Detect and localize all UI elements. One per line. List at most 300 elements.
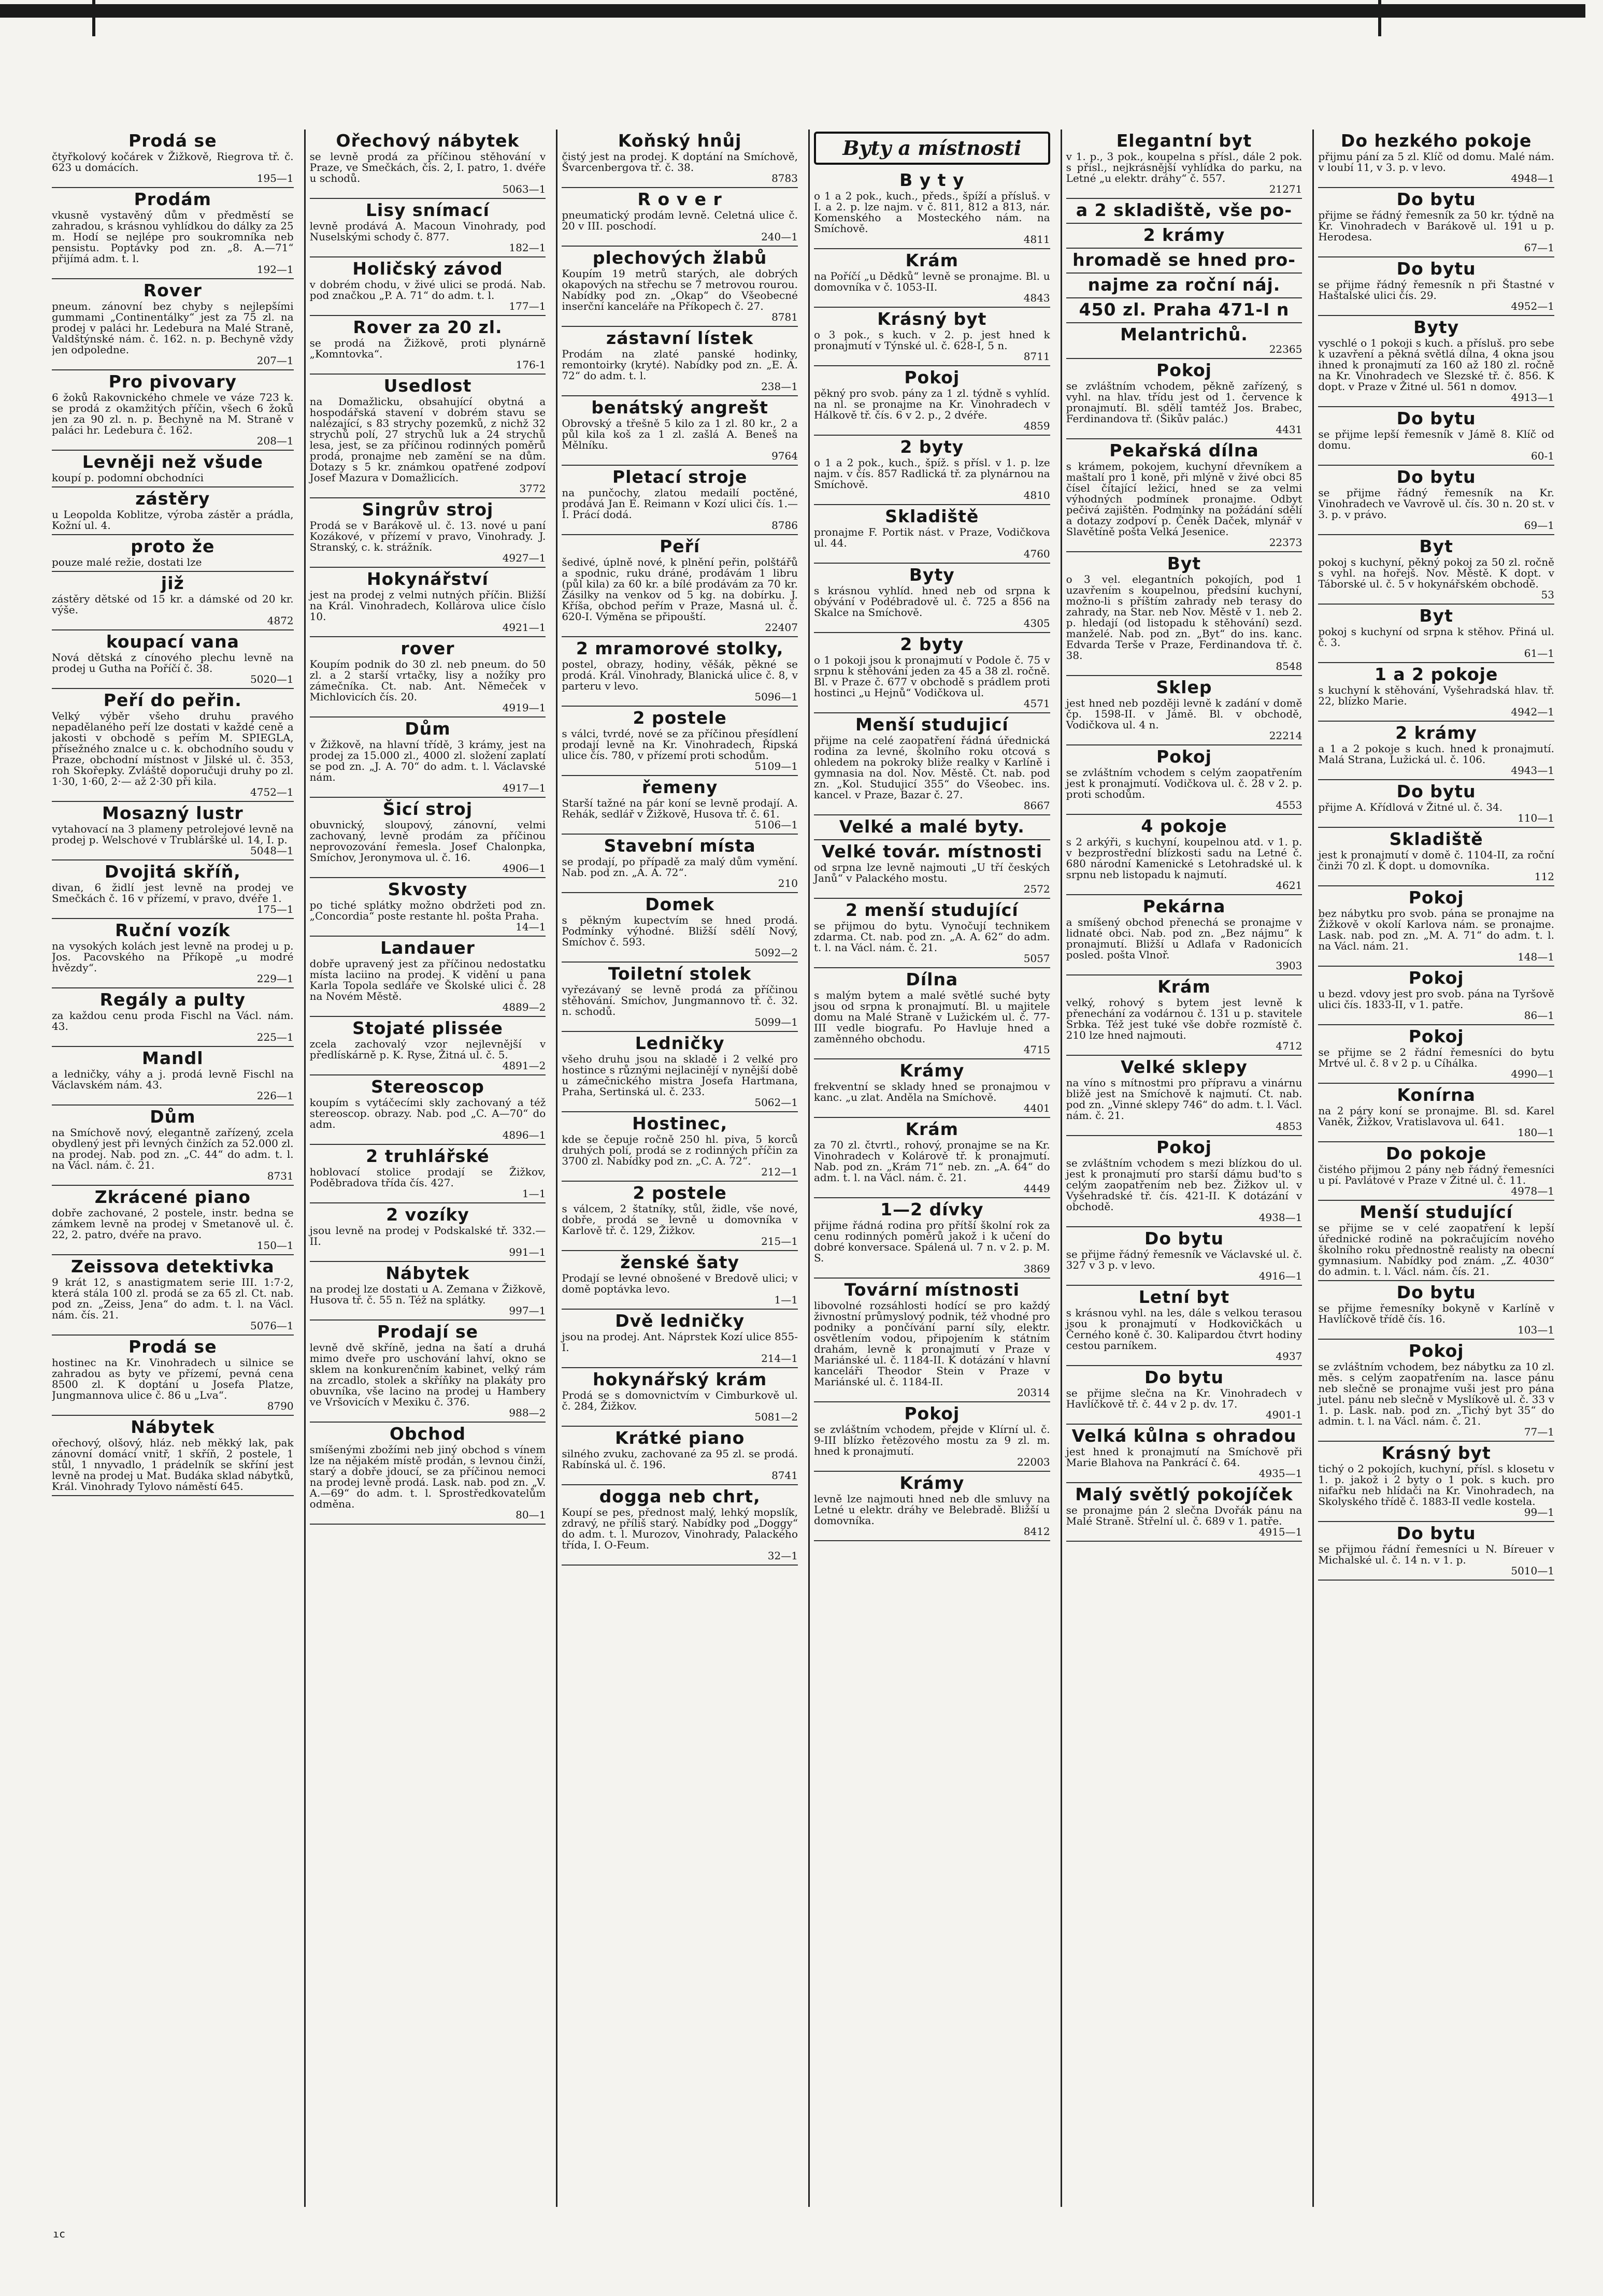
ad-body: pokoj s kuchyní, pěkný pokoj za 50 zl. ročně s vyhl. na hořejš. Nov. Městě. K dopt. v Táborské ul. č. 5 v hokynářském obchodě. <box>1318 556 1554 590</box>
classified-ad <box>1066 323 1303 359</box>
ad-title: Tovární místnosti <box>844 1280 1020 1300</box>
ad-code: 4859 <box>1023 420 1050 432</box>
ad-title: Sklep <box>1156 677 1212 697</box>
ad-title: Pokoj <box>1408 968 1464 988</box>
classified-ad <box>1066 1227 1303 1286</box>
ad-title: Do bytu <box>1396 781 1476 801</box>
classified-ad <box>814 1118 1050 1198</box>
ad-code: 60-1 <box>1531 450 1554 462</box>
ad-title: již <box>161 573 184 593</box>
ad-title: Krásný byt <box>877 309 987 329</box>
classified-ad <box>562 1251 798 1310</box>
ad-body: smíšenými zbožími neb jiný obchod s vínem lze na nějakém místě prodán, s levnou činží, starý a dobře jdoucí, se za příčinou nemoci na prodej levně prodá. Lask. nab. pod zn. „V. A.—69“ do adm. t. l. Sprostředkovatelům odměna. <box>309 1443 546 1510</box>
classified-ad <box>52 1186 294 1255</box>
ad-body: se přijme řádný řemesník ve Václavské ul. č. 327 v 3 p. v levo. <box>1066 1248 1303 1271</box>
classified-ad <box>310 375 546 498</box>
ad-code: 226—1 <box>256 1089 294 1102</box>
ad-column <box>304 130 546 2207</box>
classified-ad <box>1318 1025 1554 1084</box>
ad-title: Pokoj <box>1408 1026 1464 1046</box>
ad-body: na Poříčí „u Dědků“ levně se pronajme. Bl. u domovníka v č. 1053-II. <box>813 270 1050 293</box>
ad-code: 176-1 <box>516 358 546 371</box>
classified-ad <box>1318 466 1554 535</box>
ad-body: zástěry dětské od 15 kr. a dámské od 20 kr. výše. <box>52 593 294 616</box>
ad-title: 2 krámy <box>1395 723 1478 743</box>
ad-body: pouze malé režie, dostati lze <box>52 556 202 568</box>
classified-ad <box>1318 1442 1554 1522</box>
ad-code: 4843 <box>1023 292 1050 304</box>
ad-body: o 3 vel. elegantních pokojích, pod 1 uzavřením s koupelnou, předsíní kuchyní, možno-li s příštím zahrady neb terasy do zahrady, na Star. neb Nov. Městě v 1. neb 2. p. hledají (od listopadu k stěhování) sezd. manželé. Nab. pod zn. „Byt“ do ins. kanc. Edvarda Terše v Praze, Ferdinandova tř. č. 38. <box>1066 573 1303 662</box>
classified-ad <box>310 568 546 637</box>
classified-ad <box>310 498 546 568</box>
ad-title: Skladiště <box>885 506 979 526</box>
ad-body: s válcem, 2 štatníky, stůl, židle, vše nové, dobře, prodá se levně u domovníka v Karlově tř. č. 129, Žižkov. <box>562 1202 798 1237</box>
ad-title: řemeny <box>641 777 718 797</box>
ad-title: Pokoj <box>904 367 960 388</box>
ad-title: Holičský závod <box>352 259 503 279</box>
ad-code: 1—1 <box>522 1187 546 1200</box>
ad-title: proto že <box>131 536 215 556</box>
classified-ad <box>310 1017 546 1075</box>
ad-code: 238—1 <box>761 380 798 393</box>
ad-code: 180—1 <box>1518 1126 1554 1139</box>
ad-code: 32—1 <box>767 1549 798 1562</box>
ad-title: Šicí stroj <box>382 799 473 819</box>
ad-code: 22365 <box>1269 343 1303 355</box>
classified-ad <box>562 963 798 1032</box>
ad-body: v dobrém chodu, v živé ulici se prodá. Nab. pod značkou „P. A. 71“ do adm. t. l. <box>309 278 546 302</box>
classified-ad <box>1318 535 1554 605</box>
ad-code: 4305 <box>1023 617 1050 629</box>
ad-body: koupím s vytáčecími skly zachovaný a též stereoscop. obrazy. Nab. pod „C. A—70“ do adm. <box>309 1096 546 1130</box>
classified-ad <box>814 249 1050 308</box>
classified-ad <box>562 247 798 327</box>
ad-title: Nábytek <box>385 1263 470 1283</box>
ad-title: Stojaté plissée <box>352 1018 503 1038</box>
ad-body: čtyřkolový kočárek v Žižkově, Riegrova tř. č. 623 u domácích. <box>52 150 294 174</box>
ad-code: 4906—1 <box>502 862 546 874</box>
ad-code: 4810 <box>1023 489 1050 501</box>
classified-ad <box>562 327 798 396</box>
ad-code: 5048—1 <box>250 844 294 857</box>
ad-code: 22407 <box>765 621 798 634</box>
ad-body: hoblovací stolice prodají se Žižkov, Poděbradova třída čís. 427. <box>309 1166 546 1189</box>
ad-body: jest k pronajmutí v domě č. 1104-II, za roční činži 70 zl. K dopt. u domovníka. <box>1318 849 1554 872</box>
ad-title: Zeissova detektivka <box>70 1256 275 1276</box>
top-tick <box>1378 0 1381 36</box>
ad-title: 2 truhlářské <box>366 1146 490 1166</box>
ad-body: s kuchyní k stěhování, Vyšehradská hlav. tř. 22, blízko Marie. <box>1318 684 1554 707</box>
ad-code: 5096—1 <box>754 691 798 703</box>
ad-code: 5092—2 <box>754 946 798 959</box>
ad-body: na vysokých kolách jest levně na prodej u p. Jos. Pacovského na Příkopě „u modré hvězdy“. <box>52 940 294 974</box>
classified-ad <box>310 878 546 937</box>
ad-code: 4891—2 <box>502 1059 546 1072</box>
classified-ad <box>562 893 798 963</box>
ad-code: 210 <box>778 877 798 889</box>
ad-code: 20314 <box>1017 1386 1050 1399</box>
classified-ad <box>814 564 1050 633</box>
classified-ad <box>1066 745 1303 815</box>
ad-title: Hokynářství <box>366 569 489 589</box>
ad-code: 150—1 <box>256 1239 294 1252</box>
ad-body: obuvnický, sloupový, zánovní, velmi zachovaný, levně prodám za příčinou neprovozování řemesla. Josef Chalonpka, Smíchov, Jeronymova ul. č. 16. <box>309 819 546 864</box>
ad-code: 4872 <box>267 614 294 627</box>
ad-title: hokynářský krám <box>593 1369 767 1389</box>
classified-ad <box>1318 316 1554 407</box>
ad-body: o 1 a 2 pok., kuch., předs., špíží a přísluš. v I. a 2. p. lze najm. v č. 811, 812 a 813, nár. Komenského a Mosteckého nám. na Smíchově. <box>813 190 1050 235</box>
ad-code: 5081—2 <box>754 1411 798 1423</box>
ad-code: 4919—1 <box>502 701 546 714</box>
ad-title: B y t y <box>899 170 965 190</box>
ad-title: 2 postele <box>633 708 727 728</box>
classified-ad <box>562 1310 798 1368</box>
ad-code: 991—1 <box>509 1246 546 1258</box>
ad-code: 4916—1 <box>1258 1270 1303 1282</box>
ad-code: 5020—1 <box>250 673 294 685</box>
classified-ad <box>310 1423 546 1525</box>
ad-body: v 1. p., 3 pok., koupelna s přísl., dále 2 pok. s přísl., nejkrásnější vyhlídka do parku, na Letné „u elektr. dráhy“ č. 557. <box>1066 150 1303 184</box>
ad-title: Toiletní stolek <box>608 964 752 984</box>
ad-title: koupací vana <box>106 632 239 652</box>
classified-ad <box>1318 886 1554 967</box>
ad-title: Pekárna <box>1142 896 1226 916</box>
classified-ad <box>814 633 1050 713</box>
ad-title: Menší studujicí <box>855 714 1009 735</box>
ad-body: v Žižkově, na hlavní třídě, 3 krámy, jest na prodej za 15.000 zl., 4000 zl. složení zaplatí se pod zn. „J. A. 70“ do adm. t. l. Václavské nám. <box>309 738 546 783</box>
ad-body: a ledničky, váhy a j. prodá levně Fischl na Václavském nám. 43. <box>52 1068 294 1091</box>
ad-title: rover <box>400 638 455 658</box>
ad-title: Krátké piano <box>615 1428 745 1448</box>
ad-code: 4990—1 <box>1511 1068 1554 1080</box>
ad-code: 99—1 <box>1524 1506 1554 1518</box>
ad-code: 4915—1 <box>1258 1526 1303 1538</box>
classified-ad <box>562 707 798 776</box>
ad-title: Byt <box>1167 553 1201 573</box>
ad-code: 8786 <box>771 519 798 532</box>
ad-body: se přijme lepší řemesník v Jámě 8. Klíč od domu. <box>1318 428 1554 451</box>
ad-code: 4943—1 <box>1511 764 1554 777</box>
ad-code: 997—1 <box>509 1304 546 1317</box>
ad-body: na Domažlicku, obsahující obytná a hospodářská stavení v dobrém stavu se nalézající, s 83 strychy pozemků, z nichž 32 strychů polí, 27 strychů luk a 24 strychů lesa, jest, se za příčinou rodinných poměrů prodá, pronajme neb zamění se na dům. Dotazy s 5 kr. známkou opatřené zodpoví Josef Mazura v Domažlicích. <box>309 395 546 484</box>
ad-code: 4978—1 <box>1511 1185 1554 1197</box>
ad-code: 22003 <box>1017 1456 1050 1468</box>
classified-ad <box>814 840 1050 899</box>
ad-title: Pokoj <box>1408 887 1464 908</box>
ad-body: vyřezávaný se levně prodá za příčinou stěhování. Smíchov, Jungmannovo tř. č. 32. n. schodů. <box>562 983 798 1017</box>
classified-ad <box>562 130 798 188</box>
classified-ad <box>310 1262 546 1321</box>
classified-ad <box>52 1336 294 1416</box>
classified-ad <box>52 188 294 279</box>
classified-ad <box>814 505 1050 564</box>
ad-code: 148—1 <box>1518 951 1554 963</box>
ad-body: pěkný pro svob. pány za 1 zl. týdně s vyhlíd. na nl. se pronajme na Kr. Vinohradech v Hálkově tř. čís. 6 v 2. p., 2 dvéře. <box>813 387 1050 421</box>
ad-body: s 2 arkýři, s kuchyní, koupelnou atd. v 1. p. v bezprostřední blízkosti sadu na Letné č. 680 národní Kamenické s Letohradské ul. k srpnu neb listopadu k najmutí. <box>1066 836 1303 881</box>
ad-body: levně prodává A. Macoun Vinohrady, pod Nuselskými schody č. 877. <box>309 220 546 243</box>
ad-title: 450 zl. Praha 471-I n <box>1079 299 1290 320</box>
ad-code: 175—1 <box>256 903 294 915</box>
ad-body: jsou levně na prodej v Podskalské tř. 332.—II. <box>309 1224 546 1247</box>
ad-title: Rover za 20 zl. <box>353 317 503 337</box>
ad-title: Do bytu <box>1396 467 1476 487</box>
ad-title: Do bytu <box>1144 1228 1224 1249</box>
classified-ad <box>1066 359 1303 439</box>
ad-title: Peří do peřin. <box>103 690 242 710</box>
classified-ad <box>562 1182 798 1251</box>
classified-ad <box>562 1485 798 1566</box>
ad-body: jest hned neb později levně k zadání v domě čp. 1598-II. v Jámě. Bl. v obchodě, Vodičkova ul. 4 n. <box>1066 697 1303 731</box>
classified-ad <box>562 776 798 835</box>
ad-code: 8741 <box>771 1469 798 1482</box>
ad-title: 2 mramorové stolky, <box>576 638 784 658</box>
ad-column <box>52 130 294 2207</box>
ad-code: 4715 <box>1023 1043 1050 1056</box>
ad-title: Velké sklepy <box>1121 1057 1248 1077</box>
classified-ad <box>52 130 294 188</box>
classified-ad <box>310 130 546 199</box>
ad-body: po tiché splátky možno obdržeti pod zn. „Concordia“ poste restante hl. pošta Praha. <box>309 899 546 922</box>
ad-code: 4938—1 <box>1258 1211 1303 1224</box>
ad-body: postel, obrazy, hodiny, věšák, pěkné se prodá. Král. Vinohrady, Blanická ulice č. 8, v parteru v levo. <box>562 658 798 692</box>
ad-body: pronajme F. Portik nást. v Praze, Vodičkova ul. 44. <box>813 526 1050 549</box>
ad-title: Landauer <box>380 938 475 958</box>
ad-body: Prodá se s domovnictvím v Cimburkově ul. č. 284, Žižkov. <box>562 1389 798 1412</box>
top-rule <box>0 4 1585 18</box>
ad-code: 8711 <box>1023 350 1050 363</box>
ad-code: 5010—1 <box>1511 1565 1554 1577</box>
ad-code: 80—1 <box>516 1509 546 1521</box>
ad-title: Rover <box>143 280 202 300</box>
ad-body: se zvláštním vchodem, přejde v Klírní ul. č. 9-III blízko řetězového mostu za 9 zl. m. hned k pronajmutí. <box>813 1423 1050 1457</box>
ad-body: se přijme se 2 řádní řemesníci do bytu Mrtvé ul. č. 8 v 2 p. u Cíhálka. <box>1318 1046 1554 1069</box>
ad-body: přijme na celé zaopatření řádná úřednická rodina za levné, školního roku otcová s ohledem na pokroky bliže realky v Karlíně i gymnasia na dol. Nov. Městě. Ct. nab. pod zn. „Kol. Studujicí 355“ do Všeobec. ins. kancel. v Praze, Bazar č. 27. <box>813 734 1050 801</box>
ad-body: Prodám na zlaté panské hodinky, remontoirky (kryté). Nabídky pod zn. „E. A. 72“ do adm. t. l. <box>562 348 798 382</box>
classified-ad <box>562 1112 798 1182</box>
classified-ad <box>52 279 294 370</box>
classified-ad <box>814 308 1050 366</box>
ad-body: Koupím 19 metrů starých, ale dobrých okapových na střechu se 7 metrovou rourou. Nabídky pod zn. „Okap“ do Všeobecné inserční kanceláře na Příkopech č. 27. <box>562 267 798 312</box>
ad-body: čistý jest na prodej. K doptání na Smíchově, Švarcenbergova tř. č. 38. <box>562 150 798 174</box>
ad-title: benátský angrešt <box>591 397 768 418</box>
ad-title: Pokoj <box>904 1403 960 1424</box>
ad-code: 4553 <box>1276 799 1303 811</box>
classified-ad <box>310 1321 546 1423</box>
ad-title: Levněji než všude <box>82 452 263 472</box>
classified-ad <box>310 637 546 718</box>
classified-ad <box>1318 1522 1554 1581</box>
ad-body: a smíšený obchod přenechá se pronajme v lidnaté obci. Nab. pod zn. „Bez nájmu“ k pronajmutí. Bližší u Adlafa v Radonicích posled. pošta Vlnoř. <box>1066 916 1303 961</box>
ad-title: Pletací stroje <box>612 467 748 487</box>
ad-title: Ořechový nábytek <box>336 131 520 151</box>
ad-code: 4760 <box>1023 548 1050 560</box>
ad-column <box>556 130 798 2207</box>
ad-title: 2 byty <box>900 437 964 457</box>
ad-code: 5063—1 <box>502 183 546 195</box>
ad-body: Koupím podnik do 30 zl. neb pneum. do 50 zl. a 2 starší vrtačky, lisy a nožíky pro zámečníka. Ct. nab. Ant. Němeček v Michlovicích čís. 20. <box>309 658 546 703</box>
classified-ad <box>1318 605 1554 663</box>
ad-body: divan, 6 židlí jest levně na prodej ve Smečkách č. 16 v přízemí, v pravo, dvéře 1. <box>52 881 294 905</box>
ad-title: Stavební místa <box>604 836 756 856</box>
ad-body: přijme řádná rodina pro přítší školní rok za cenu rodinných poměrů jakož i k učení do dobré konversace. Spálená ul. 7 n. v 2. p. M. S. <box>813 1219 1050 1264</box>
ad-body: přijme A. Křídlová v Žitné ul. č. 34. <box>1318 801 1503 813</box>
ad-column <box>1312 130 1554 2207</box>
ad-title: Pokoj <box>1156 360 1212 380</box>
classified-ad <box>1066 224 1303 249</box>
ad-title: ženské šaty <box>620 1252 740 1272</box>
classified-ad <box>52 802 294 860</box>
ad-body: vyschlé o 1 pokoji s kuch. a přísluš. pro sebe k uzavření a pěkná světlá dílna, 4 okna jsou ihned k pronajmutí za 160 až 180 zl. ročně na Kr. Vinohradech ve Slezské tř. č. 856. K dopt. v Praze v Žitné ul. 561 n domov. <box>1318 337 1554 393</box>
ad-body: se zvláštním vchodem s celým zaopatřením jest k pronajmutí. Vodičkova ul. č. 28 v 2. p. proti schodům. <box>1066 766 1303 800</box>
classified-ad <box>1318 1142 1554 1201</box>
ad-title: Mosazný lustr <box>102 803 244 823</box>
classified-ad <box>1318 722 1554 780</box>
ad-body: od srpna lze levně najmouti „U tří českých Janů“ v Palackého mostu. <box>813 861 1050 884</box>
ad-title: Krám <box>1157 977 1211 997</box>
ad-title: Dvojitá skříň, <box>104 862 241 882</box>
ad-title: Byty <box>1413 317 1459 337</box>
classified-ad <box>52 451 294 487</box>
ad-title: 2 byty <box>900 634 964 654</box>
classified-ad <box>1066 130 1303 199</box>
ad-title: Do bytu <box>1396 1523 1476 1543</box>
ad-code: 110—1 <box>1518 812 1554 824</box>
ad-title: R o v e r <box>637 189 722 209</box>
ad-title: Do bytu <box>1396 189 1476 209</box>
ad-body: za každou cenu proda Fischl na Václ. nám. 43. <box>52 1009 294 1032</box>
ad-code: 69—1 <box>1524 519 1554 532</box>
classified-ad <box>1318 1340 1554 1442</box>
ad-code: 4621 <box>1276 879 1303 892</box>
classified-ad <box>562 637 798 707</box>
ad-title: Melantrichů. <box>1120 324 1248 345</box>
classified-ad <box>562 188 798 247</box>
ad-body: jest na prodej z velmi nutných příčin. Bližší na Král. Vinohradech, Kollárova ulice číslo 10. <box>309 589 546 623</box>
ad-title: Stereoscop <box>371 1077 484 1097</box>
ad-title: 1—2 dívky <box>880 1199 984 1219</box>
ad-body: čistého přijmou 2 pány neb řádný řemesníci u pí. Pavlátové v Praze v Žitné ul. č. 11. <box>1318 1163 1554 1186</box>
ad-body: vkusně vystavěný dům v předměstí se zahradou, s krásnou vyhlídkou do dálky za 25 m. Hodí se nejlépe pro soukromníka neb pensistu. Poptávky pod zn. „8. A.—71“ přijímá adm. t. l. <box>52 209 294 265</box>
ad-title: Malý světlý pokojíček <box>1075 1484 1293 1504</box>
ad-body: s malým bytem a malé světlé suché byty jsou od srpna k pronajmutí. Bl. u majitele domu na Malé Straně v Lužickém ul. č. 77-III vedle biografu. Po Havluje hned a zaměnného obchodu. <box>813 989 1050 1045</box>
ad-code: 3903 <box>1276 959 1303 972</box>
classified-ad <box>814 436 1050 505</box>
classified-ad <box>814 1472 1050 1541</box>
ad-code: 192—1 <box>256 263 294 276</box>
ad-code: 225—1 <box>256 1031 294 1043</box>
classified-ad <box>1066 815 1303 895</box>
ad-title: plechových žlabů <box>592 248 767 268</box>
ad-body: všeho druhu jsou na skladě i 2 velké pro hostince s různými nejlacinějí v nynější době u zámečnického mistra Josefa Hartmana, Praha, Sertinská ul. č. 233. <box>562 1053 798 1098</box>
ad-body: na Smíchově nový, elegantně zařízený, zcela obydlený jest při levných činžích za 52.000 zl. na prodej. Nab. pod zn. „C. 44“ do adm. t. l. na Václ. nám. č. 21. <box>52 1126 294 1171</box>
classified-ad <box>814 169 1050 249</box>
ad-body: s válci, tvrdé, nové se za příčinou přesídlení prodají levně na Kr. Vinohradech, Řipská ulice čís. 780, v přízemí proti schodům. <box>562 727 798 762</box>
classified-ad <box>310 1145 546 1203</box>
classified-ad <box>1066 1136 1303 1227</box>
ad-code: 229—1 <box>256 972 294 985</box>
classified-ad <box>1066 298 1303 323</box>
ad-body: o 1 a 2 pok., kuch., špíž. s přísl. v 1. p. lze najm. v čís. 857 Radlická tř. za plynárnou na Smíchově. <box>813 456 1050 491</box>
classified-ad <box>52 535 294 572</box>
ad-code: 4917—1 <box>502 782 546 794</box>
ad-code: 4401 <box>1023 1102 1050 1114</box>
ad-title: Konírna <box>1397 1085 1476 1105</box>
classified-ad <box>1066 1425 1303 1483</box>
ad-code: 8412 <box>1023 1525 1050 1538</box>
ad-title: Prodá se <box>128 1337 217 1357</box>
ad-code: 8781 <box>771 311 798 323</box>
classified-ad <box>1066 676 1303 745</box>
ad-body: libovolné rozsáhlosti hodící se pro každý živnostní průmyslový podnik, též vhodné pro podniky a pončívání parní síly, elektr. osvětlením vodou, připojením k státním drahám, levně k pronajmutí v Praze v Mariánské ul. č. 1184-II. K dotázání v hlavní kanceláři Theodor Stein v Praze v Mariánské ul. č. 1184-II. <box>813 1299 1050 1388</box>
ad-code: 5062—1 <box>754 1096 798 1109</box>
top-tick <box>92 0 95 36</box>
ad-body: koupí p. podomní obchodníci <box>52 471 204 484</box>
ad-title: 4 pokoje <box>1141 816 1227 836</box>
ad-code: 77—1 <box>1524 1426 1554 1438</box>
ad-body: se zvláštním vchodem s mezi blízkou do ul. jest k pronajmutí pro starší dámu bud'to s celým zaopatřením neb bez. Žižkov ul. v Vyšehradské tř. čís. 421-II. K dotázání v obchodě. <box>1066 1157 1303 1213</box>
ad-title: Peří <box>660 536 700 556</box>
ad-code: 86—1 <box>1524 1009 1554 1022</box>
classified-ad <box>562 466 798 535</box>
ad-code: 182—1 <box>509 241 546 254</box>
ad-code: 1—1 <box>774 1294 798 1306</box>
ad-body: o 3 pok., s kuch. v 2. p. jest hned k pronajmutí v Týnské ul. č. 628-I, 5 n. <box>813 328 1050 352</box>
ad-title: Velké a malé byty. <box>839 816 1025 837</box>
ad-title: Prodají se <box>377 1322 479 1342</box>
ad-body: o 1 pokoji jsou k pronajmutí v Podole č. 75 v srpnu k stěhování jeden za 45 a 38 zl. ročně. Bl. v Praze č. 677 v obchodě s prádlem proti hostinci „u Hejnů“ Vodičkova ul. <box>813 654 1050 699</box>
ad-title: zástěry <box>135 489 210 509</box>
ad-body: na punčochy, zlatou medailí poctěné, prodává Jan E. Reimann v Kozí ulici čís. 1.—I. Prácí dodá. <box>562 486 798 521</box>
ad-body: Koupí se pes, přednost malý, lehký mopslík, zdravý, ne příliš starý. Nabídky pod „Doggy“ do adm. t. l. Murozov, Vinohrady, Palackého třída, I. O-Feum. <box>562 1506 798 1551</box>
classified-ad <box>1318 663 1554 722</box>
classified-ad <box>1066 1483 1303 1542</box>
classified-ad <box>562 535 798 637</box>
classified-ad <box>1066 1286 1303 1366</box>
ad-code: 4942—1 <box>1511 706 1554 718</box>
ad-body: pneumatický prodám levně. Celetná ulice č. 20 v III. poschodí. <box>562 209 798 232</box>
ad-body: Starší tažné na pár koní se levně prodají. A. Rehák, sedlář v Žižkově, Husova tř. č. 61. <box>562 797 798 820</box>
ad-code: 5057 <box>1023 952 1050 965</box>
classified-ad <box>52 630 294 689</box>
ad-code: 215—1 <box>761 1235 798 1247</box>
ad-title: a 2 skladiště, vše po- <box>1076 200 1293 220</box>
ad-code: 4712 <box>1276 1040 1303 1052</box>
classified-ad <box>310 937 546 1017</box>
ad-body: se prodají, po případě za malý dům vymění. Nab. pod zn. „A. A. 72“. <box>562 855 798 879</box>
ad-title: Dům <box>150 1107 196 1127</box>
ad-code: 4935—1 <box>1258 1467 1303 1480</box>
classified-ad <box>814 1059 1050 1118</box>
ad-code: 4921—1 <box>502 621 546 634</box>
ad-body: silného zvuku, zachované za 95 zl. se prodá. Rabínská ul. č. 196. <box>562 1447 798 1471</box>
classified-ad <box>1318 407 1554 466</box>
ad-code: 8731 <box>267 1170 294 1182</box>
ad-code: 53 <box>1541 589 1554 601</box>
ad-body: se pronajme pán 2 slečna Dvořák pánu na Malé Straně. Střelní ul. č. 689 v 1. patře. <box>1066 1504 1303 1527</box>
ad-title: Dům <box>405 719 451 739</box>
classified-ad <box>52 572 294 630</box>
ad-title: Pokoj <box>1408 1341 1464 1361</box>
ad-body: pokoj s kuchyní od srpna k stěhov. Přiná ul. č. 3. <box>1318 625 1554 649</box>
ad-code: 4937 <box>1276 1350 1303 1362</box>
ad-title: Krám <box>905 1119 959 1139</box>
ad-code: 8548 <box>1276 660 1303 672</box>
ad-body: jest hned k pronajmutí na Smíchově při Marie Blahova na Pankrácí č. 64. <box>1066 1445 1303 1469</box>
classified-ad <box>1318 188 1554 257</box>
classified-ad <box>310 257 546 316</box>
classified-ad <box>52 1416 294 1496</box>
ad-body: s krásnou vyhl. na les, dále s velkou terasou jsou k pronajmutí v Hodkovičkách u Černého koně č. 30. Kalipardou čtvrt hodiny cestou parníkem. <box>1066 1307 1303 1352</box>
